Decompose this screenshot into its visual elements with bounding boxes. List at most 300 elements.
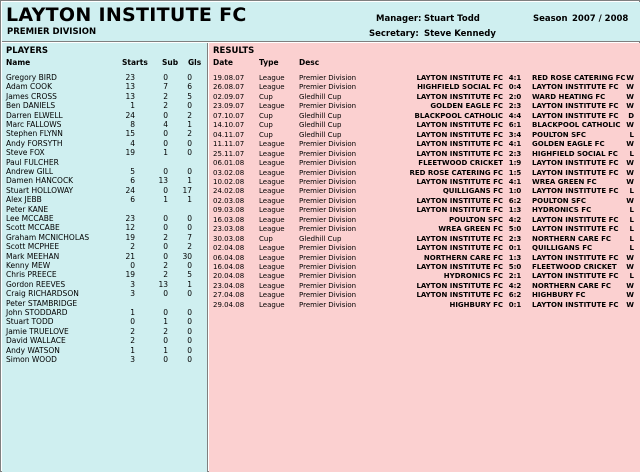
- result-type: League: [259, 300, 285, 309]
- header-bar: [2, 2, 640, 42]
- result-type: League: [259, 263, 285, 271]
- player-starts: 2: [130, 326, 135, 336]
- result-away-team: LAYTON INSTITUTE FC: [532, 187, 619, 196]
- result-away-team: HIGHFIELD SOCIAL FC: [532, 149, 618, 158]
- result-outcome: L: [629, 206, 634, 215]
- result-score: 1:9: [508, 159, 522, 168]
- player-goals: 2: [187, 110, 192, 120]
- result-date: 06.04.08: [213, 253, 245, 262]
- result-date: 02.09.07: [213, 92, 245, 101]
- result-away-team: LAYTON INSTITUTE FC: [532, 111, 619, 120]
- result-type: League: [259, 140, 285, 149]
- result-desc: Premier Division: [299, 177, 357, 186]
- results-panel: [209, 43, 640, 472]
- result-home-team: LAYTON INSTITUTE FC: [416, 263, 503, 271]
- players-col-gls: Gls: [188, 58, 202, 67]
- player-sub: 0: [163, 185, 168, 195]
- player-goals: 2: [187, 129, 192, 139]
- player-starts: 19: [125, 148, 135, 158]
- manager-name: Stuart Todd: [424, 14, 480, 24]
- result-desc: Premier Division: [299, 263, 357, 271]
- player-starts: 6: [130, 176, 135, 186]
- result-score: 0:1: [508, 300, 522, 309]
- secretary-label: Secretary:: [369, 29, 419, 39]
- result-away-team: WARD HEATING FC: [532, 92, 606, 101]
- result-home-team: LAYTON INSTITUTE FC: [416, 281, 503, 290]
- result-score: 1:5: [508, 168, 522, 177]
- result-desc: Premier Division: [299, 244, 357, 253]
- result-date: 16.03.08: [213, 215, 245, 224]
- player-goals: 17: [182, 185, 192, 195]
- player-goals: 0: [187, 317, 192, 327]
- player-goals: 0: [187, 355, 192, 364]
- player-name: Simon WOOD: [6, 355, 57, 364]
- result-type: League: [259, 281, 285, 290]
- result-desc: Premier Division: [299, 215, 357, 224]
- result-type: League: [259, 196, 285, 205]
- players-col-name: Name: [6, 58, 31, 67]
- player-sub: 2: [163, 232, 168, 242]
- player-sub: 1: [163, 148, 168, 158]
- players-panel: [2, 43, 208, 472]
- player-starts: 6: [130, 195, 135, 205]
- result-score: 4:1: [508, 177, 522, 186]
- player-name: Scott MCCABE: [6, 223, 60, 233]
- result-away-team: LAYTON INSTITUTE FC: [532, 253, 619, 262]
- player-name: Andy FORSYTH: [6, 138, 63, 148]
- result-away-team: NORTHERN CARE FC: [532, 281, 612, 290]
- player-sub: 0: [163, 223, 168, 233]
- player-starts: 2: [130, 242, 135, 252]
- player-sub: 1: [163, 195, 168, 205]
- result-score: 2:3: [508, 102, 522, 111]
- result-home-team: HYDRONICS FC: [443, 272, 503, 281]
- secretary-name: Steve Kennedy: [424, 29, 496, 39]
- player-starts: 2: [130, 336, 135, 346]
- result-date: 30.03.08: [213, 234, 245, 243]
- player-starts: 13: [125, 82, 135, 92]
- player-sub: 2: [163, 326, 168, 336]
- result-date: 06.01.08: [213, 159, 245, 168]
- result-score: 6:2: [508, 196, 522, 205]
- player-name: John STODDARD: [6, 308, 68, 317]
- result-home-team: LAYTON INSTITUTE FC: [416, 74, 503, 82]
- result-outcome: W: [626, 92, 634, 101]
- result-type: League: [259, 159, 285, 168]
- result-home-team: LAYTON INSTITUTE FC: [416, 92, 503, 101]
- player-sub: 13: [158, 176, 168, 186]
- player-goals: 0: [187, 336, 192, 346]
- result-away-team: RED ROSE CATERING FC: [532, 74, 626, 82]
- result-desc: Premier Division: [299, 83, 357, 92]
- result-outcome: D: [628, 111, 634, 120]
- result-score: 2:0: [508, 92, 522, 101]
- result-outcome: W: [626, 140, 634, 149]
- player-sub: 0: [163, 242, 168, 252]
- result-away-team: LAYTON INSTITUTE FC: [532, 159, 619, 168]
- player-name: Andrew GILL: [6, 167, 54, 176]
- player-sub: 0: [163, 214, 168, 223]
- result-outcome: W: [626, 196, 634, 205]
- players-col-sub: Sub: [162, 58, 179, 67]
- player-starts: 5: [130, 167, 135, 176]
- player-sub: 2: [163, 270, 168, 280]
- result-desc: Premier Division: [299, 74, 357, 82]
- result-desc: Gledhill Cup: [299, 111, 342, 120]
- result-desc: Premier Division: [299, 272, 357, 281]
- player-sub: 1: [163, 345, 168, 355]
- players-title: PLAYERS: [6, 46, 49, 56]
- player-starts: 3: [130, 289, 135, 299]
- result-date: 11.11.07: [213, 140, 245, 149]
- result-away-team: HIGHBURY FC: [532, 291, 586, 300]
- result-desc: Gledhill Cup: [299, 234, 342, 243]
- player-name: Stuart HOLLOWAY: [6, 185, 74, 195]
- player-goals: 0: [187, 214, 192, 223]
- result-date: 19.08.07: [213, 74, 245, 82]
- result-score: 1:3: [508, 206, 522, 215]
- result-row: [209, 300, 640, 310]
- result-desc: Premier Division: [299, 187, 357, 196]
- player-name: Lee MCCABE: [6, 214, 54, 223]
- result-date: 10.02.08: [213, 177, 245, 186]
- results-col-date: Date: [213, 58, 233, 67]
- player-goals: 5: [187, 91, 192, 101]
- player-starts: 3: [130, 355, 135, 364]
- result-date: 03.02.08: [213, 168, 245, 177]
- player-sub: 0: [163, 129, 168, 139]
- result-home-team: GOLDEN EAGLE FC: [430, 102, 503, 111]
- result-type: League: [259, 83, 285, 92]
- player-goals: 0: [187, 326, 192, 336]
- result-away-team: LAYTON INSTITUTE FC: [532, 272, 619, 281]
- result-away-team: LAYTON INSTITUTE FC: [532, 225, 619, 234]
- player-name: Alex JEBB: [6, 195, 42, 205]
- result-away-team: WREA GREEN FC: [532, 177, 597, 186]
- result-score: 4:2: [508, 215, 522, 224]
- result-date: 09.03.08: [213, 206, 245, 215]
- player-name: Darren ELWELL: [6, 110, 63, 120]
- result-type: Cup: [259, 130, 273, 139]
- player-goals: 1: [187, 279, 192, 289]
- result-type: Cup: [259, 234, 273, 243]
- result-score: 1:3: [508, 253, 522, 262]
- player-goals: 0: [187, 148, 192, 158]
- player-sub: 0: [163, 251, 168, 261]
- player-sub: 0: [163, 355, 168, 364]
- result-outcome: W: [626, 159, 634, 168]
- result-date: 07.10.07: [213, 111, 245, 120]
- result-home-team: FLEETWOOD CRICKET: [418, 159, 503, 168]
- player-starts: 8: [130, 120, 135, 129]
- player-goals: 1: [187, 195, 192, 205]
- result-type: League: [259, 206, 285, 215]
- result-outcome: W: [626, 253, 634, 262]
- result-home-team: BLACKPOOL CATHOLIC: [414, 111, 503, 120]
- result-desc: Gledhill Cup: [299, 130, 342, 139]
- result-date: 16.04.08: [213, 263, 245, 271]
- player-goals: 0: [187, 308, 192, 317]
- result-type: League: [259, 74, 285, 82]
- result-type: League: [259, 215, 285, 224]
- result-desc: Premier Division: [299, 281, 357, 290]
- player-name: Craig RICHARDSON: [6, 289, 79, 299]
- player-name: Stephen FLYNN: [6, 129, 63, 139]
- player-sub: 7: [163, 82, 168, 92]
- result-home-team: LAYTON INSTITUTE FC: [416, 140, 503, 149]
- result-outcome: W: [626, 74, 634, 82]
- result-outcome: W: [626, 121, 634, 130]
- result-outcome: L: [629, 234, 634, 243]
- player-goals: 5: [187, 270, 192, 280]
- result-away-team: QUILLIGANS FC: [532, 244, 593, 253]
- result-score: 2:1: [508, 272, 522, 281]
- result-date: 23.04.08: [213, 281, 245, 290]
- player-starts: 0: [130, 317, 135, 327]
- result-score: 1:0: [508, 187, 522, 196]
- result-date: 02.04.08: [213, 244, 245, 253]
- player-goals: 0: [187, 167, 192, 176]
- result-away-team: POULTON SFC: [532, 196, 587, 205]
- player-sub: 0: [163, 138, 168, 148]
- result-score: 6:2: [508, 291, 522, 300]
- player-goals: 0: [187, 73, 192, 82]
- player-name: Mark MEEHAN: [6, 251, 60, 261]
- player-sub: 0: [163, 289, 168, 299]
- result-outcome: W: [626, 281, 634, 290]
- result-home-team: LAYTON INSTITUTE FC: [416, 206, 503, 215]
- result-score: 5:0: [508, 263, 522, 271]
- player-name: Peter STAMBRIDGE: [6, 298, 78, 308]
- player-name: Jamie TRUELOVE: [6, 326, 69, 336]
- result-home-team: NORTHERN CARE FC: [423, 253, 503, 262]
- result-outcome: W: [626, 177, 634, 186]
- result-home-team: LAYTON INSTITUTE FC: [416, 130, 503, 139]
- player-name: Paul FULCHER: [6, 157, 59, 167]
- player-sub: 0: [163, 336, 168, 346]
- result-desc: Gledhill Cup: [299, 121, 342, 130]
- result-type: League: [259, 168, 285, 177]
- result-outcome: L: [629, 130, 634, 139]
- result-home-team: LAYTON INSTITUTE FC: [416, 291, 503, 300]
- result-home-team: RED ROSE CATERING FC: [409, 168, 503, 177]
- player-name: Graham MCNICHOLAS: [6, 232, 90, 242]
- result-type: League: [259, 244, 285, 253]
- result-away-team: POULTON SFC: [532, 130, 587, 139]
- player-sub: 0: [163, 167, 168, 176]
- player-name: Gordon REEVES: [6, 279, 66, 289]
- player-name: Scott MCPHEE: [6, 242, 60, 252]
- result-score: 4:1: [508, 74, 522, 82]
- result-outcome: W: [626, 83, 634, 92]
- player-starts: 1: [130, 101, 135, 111]
- player-sub: 0: [163, 110, 168, 120]
- result-type: League: [259, 225, 285, 234]
- result-away-team: FLEETWOOD CRICKET: [532, 263, 617, 271]
- player-name: Stuart TODD: [6, 317, 54, 327]
- results-col-desc: Desc: [299, 58, 320, 67]
- player-starts: 15: [125, 129, 135, 139]
- player-goals: 0: [187, 289, 192, 299]
- result-away-team: NORTHERN CARE FC: [532, 234, 612, 243]
- result-date: 23.03.08: [213, 225, 245, 234]
- result-home-team: LAYTON INSTITUTE FC: [416, 196, 503, 205]
- results-title: RESULTS: [213, 46, 255, 56]
- result-desc: Premier Division: [299, 291, 357, 300]
- result-type: League: [259, 149, 285, 158]
- result-desc: Premier Division: [299, 196, 357, 205]
- result-outcome: W: [626, 300, 634, 309]
- player-goals: 7: [187, 232, 192, 242]
- result-outcome: L: [629, 149, 634, 158]
- player-starts: 4: [130, 138, 135, 148]
- players-col-starts: Starts: [122, 58, 148, 67]
- player-name: Peter KANE: [6, 204, 49, 214]
- result-desc: Gledhill Cup: [299, 92, 342, 101]
- player-goals: 1: [187, 176, 192, 186]
- manager-label: Manager:: [376, 14, 422, 24]
- player-goals: 0: [187, 101, 192, 111]
- result-date: 27.04.08: [213, 291, 245, 300]
- result-type: Cup: [259, 111, 273, 120]
- player-name: David WALLACE: [6, 336, 66, 346]
- result-away-team: LAYTON INSTITUTE FC: [532, 83, 619, 92]
- player-sub: 13: [158, 279, 168, 289]
- result-away-team: HYDRONICS FC: [532, 206, 592, 215]
- player-sub: 0: [163, 73, 168, 82]
- result-desc: Premier Division: [299, 253, 357, 262]
- result-desc: Premier Division: [299, 300, 357, 309]
- player-name: Kenny MEW: [6, 261, 51, 270]
- result-date: 29.04.08: [213, 300, 245, 309]
- player-goals: 0: [187, 345, 192, 355]
- player-goals: 0: [187, 223, 192, 233]
- player-starts: 13: [125, 91, 135, 101]
- player-starts: 24: [125, 110, 135, 120]
- player-name: James CROSS: [6, 91, 57, 101]
- player-starts: 12: [125, 223, 135, 233]
- result-home-team: LAYTON INSTITUTE FC: [416, 244, 503, 253]
- player-name: Andy WATSON: [6, 345, 60, 355]
- result-outcome: L: [629, 215, 634, 224]
- result-away-team: BLACKPOOL CATHOLIC: [532, 121, 621, 130]
- result-type: Cup: [259, 92, 273, 101]
- result-type: League: [259, 291, 285, 300]
- player-starts: 23: [125, 73, 135, 82]
- result-date: 24.02.08: [213, 187, 245, 196]
- player-goals: 0: [187, 261, 192, 270]
- result-home-team: LAYTON INSTITUTE FC: [416, 234, 503, 243]
- result-outcome: L: [629, 244, 634, 253]
- result-home-team: HIGHBURY FC: [449, 300, 503, 309]
- result-type: Cup: [259, 121, 273, 130]
- result-score: 2:3: [508, 234, 522, 243]
- result-outcome: L: [629, 187, 634, 196]
- division-name: PREMIER DIVISION: [7, 27, 97, 37]
- result-score: 4:4: [508, 111, 522, 120]
- result-home-team: LAYTON INSTITUTE FC: [416, 177, 503, 186]
- result-desc: Premier Division: [299, 168, 357, 177]
- result-date: 14.10.07: [213, 121, 245, 130]
- player-sub: 0: [163, 308, 168, 317]
- player-name: Damen HANCOCK: [6, 176, 74, 186]
- result-home-team: QUILLIGANS FC: [442, 187, 503, 196]
- result-score: 4:2: [508, 281, 522, 290]
- result-date: 26.08.07: [213, 83, 245, 92]
- result-type: League: [259, 272, 285, 281]
- player-goals: 30: [182, 251, 192, 261]
- result-outcome: W: [626, 291, 634, 300]
- result-score: 2:3: [508, 149, 522, 158]
- result-score: 0:1: [508, 244, 522, 253]
- player-starts: 1: [130, 308, 135, 317]
- player-sub: 4: [163, 120, 168, 129]
- player-starts: 24: [125, 185, 135, 195]
- result-type: League: [259, 187, 285, 196]
- season-label: Season: [533, 14, 568, 24]
- result-away-team: GOLDEN EAGLE FC: [532, 140, 605, 149]
- result-away-team: LAYTON INSTITUTE FC: [532, 215, 619, 224]
- club-name: LAYTON INSTITUTE FC: [6, 4, 247, 26]
- result-desc: Premier Division: [299, 102, 357, 111]
- result-home-team: LAYTON INSTITUTE FC: [416, 121, 503, 130]
- player-sub: 2: [163, 261, 168, 270]
- player-name: Adam COOK: [6, 82, 53, 92]
- result-outcome: W: [626, 263, 634, 271]
- result-type: League: [259, 253, 285, 262]
- player-goals: 1: [187, 120, 192, 129]
- player-goals: 2: [187, 242, 192, 252]
- result-home-team: POULTON SFC: [448, 215, 503, 224]
- player-starts: 3: [130, 279, 135, 289]
- player-name: Marc FALLOWS: [6, 120, 62, 129]
- result-date: 04.11.07: [213, 130, 245, 139]
- player-sub: 2: [163, 91, 168, 101]
- result-outcome: W: [626, 168, 634, 177]
- player-starts: 21: [125, 251, 135, 261]
- result-score: 6:1: [508, 121, 522, 130]
- player-name: Chris PREECE: [6, 270, 57, 280]
- result-away-team: LAYTON INSTITUTE FC: [532, 168, 619, 177]
- player-name: Steve FOX: [6, 148, 45, 158]
- result-desc: Premier Division: [299, 159, 357, 168]
- result-desc: Premier Division: [299, 149, 357, 158]
- player-starts: 1: [130, 345, 135, 355]
- result-date: 20.04.08: [213, 272, 245, 281]
- result-score: 5:0: [508, 225, 522, 234]
- result-desc: Premier Division: [299, 140, 357, 149]
- result-outcome: L: [629, 225, 634, 234]
- result-away-team: LAYTON INSTITUTE FC: [532, 102, 619, 111]
- result-type: League: [259, 102, 285, 111]
- player-starts: 19: [125, 270, 135, 280]
- result-type: League: [259, 177, 285, 186]
- player-starts: 0: [130, 261, 135, 270]
- player-row: [2, 355, 208, 365]
- result-score: 0:4: [508, 83, 522, 92]
- player-goals: 6: [187, 82, 192, 92]
- player-name: Gregory BIRD: [6, 73, 57, 82]
- result-score: 4:1: [508, 140, 522, 149]
- player-name: Ben DANIELS: [6, 101, 56, 111]
- result-home-team: HIGHFIELD SOCIAL FC: [417, 83, 503, 92]
- result-desc: Premier Division: [299, 225, 357, 234]
- player-sub: 1: [163, 317, 168, 327]
- result-outcome: L: [629, 272, 634, 281]
- result-date: 02.03.08: [213, 196, 245, 205]
- result-desc: Premier Division: [299, 206, 357, 215]
- player-starts: 19: [125, 232, 135, 242]
